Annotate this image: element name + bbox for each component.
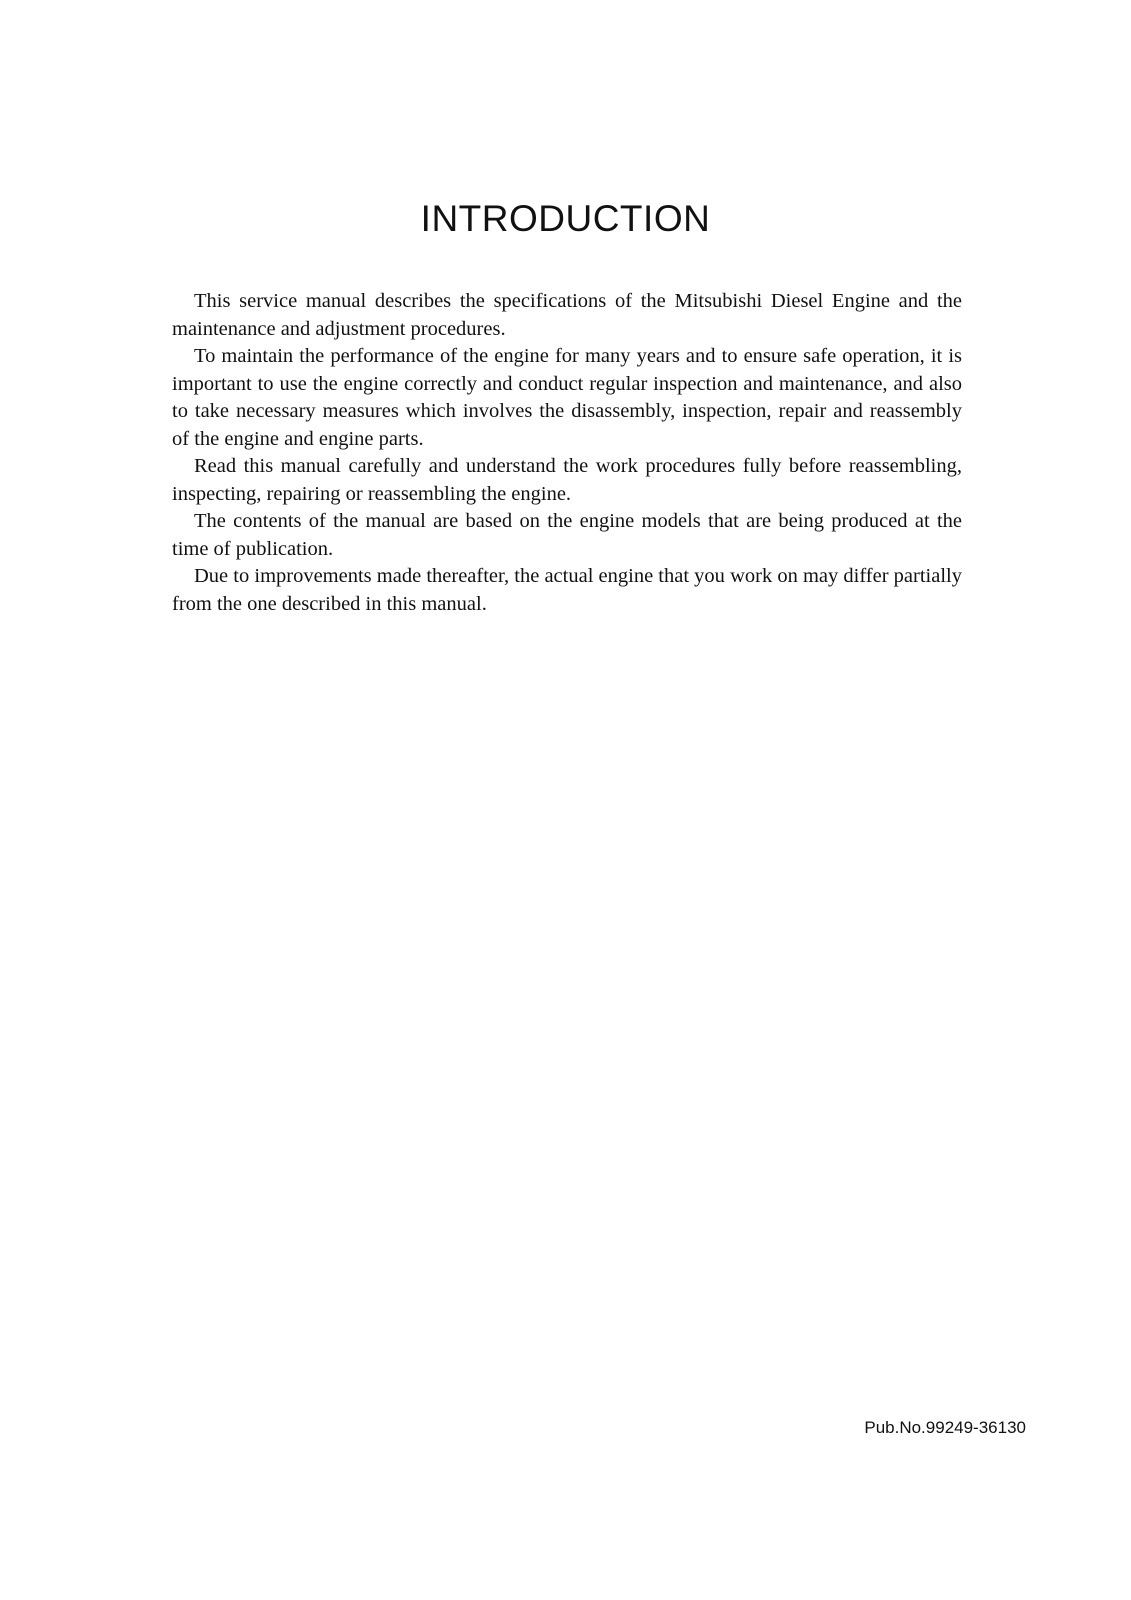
paragraph: Due to improvements made thereafter, the actual engine that you work on may differ partially from the one described in this manual. bbox=[172, 565, 962, 615]
paragraph: To maintain the performance of the engine for many years and to ensure safe operation, it is important to use the engine correctly and conduct regular inspection and maintenance, and also to take necessary measures which involves the disassembly, inspection, repair and reassembly of the engine and engine parts. bbox=[172, 345, 962, 450]
paragraph: The contents of the manual are based on the engine models that are being produced at the time of publication. bbox=[172, 510, 962, 560]
paragraph: This service manual describes the specifications of the Mitsubishi Diesel Engine and the maintenance and adjustment procedures. bbox=[172, 290, 962, 340]
page-title: INTRODUCTION bbox=[420, 198, 711, 239]
publication-number: Pub.No.99249-36130 bbox=[864, 1418, 1026, 1437]
introduction-body bbox=[172, 288, 962, 618]
paragraph: Read this manual carefully and understand the work procedures fully before reassembling, inspecting, repairing or reassembling the engine. bbox=[172, 455, 962, 505]
